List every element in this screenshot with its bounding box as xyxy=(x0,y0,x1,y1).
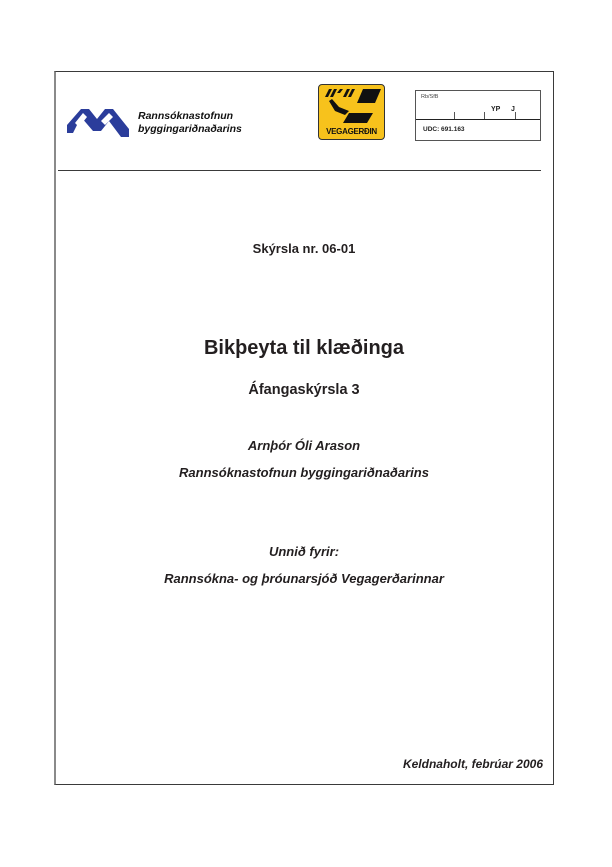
tick-mark xyxy=(484,112,485,119)
report-title: Bikþeyta til klæðinga xyxy=(203,337,405,359)
classification-box xyxy=(415,90,541,141)
author-name: Arnþór Óli Arason xyxy=(247,438,361,453)
place-date: Keldnaholt, febrúar 2006 xyxy=(402,757,543,771)
rbsfb-label: Rb/SfB xyxy=(421,94,439,100)
report-subtitle: Áfangaskýrsla 3 xyxy=(248,382,360,398)
sponsor-name: Rannsókna- og þróunarsjóð Vegagerðarinnar xyxy=(164,571,444,586)
tick-mark xyxy=(454,112,455,119)
tick-mark xyxy=(515,112,516,119)
author-institution: Rannsóknastofnun byggingariðnaðarins xyxy=(179,465,429,480)
yp-code: YP xyxy=(491,106,501,113)
rb-org-name-line2: byggingariðnaðarins xyxy=(138,122,242,135)
vegagerdin-logo xyxy=(318,84,385,140)
rb-org-name xyxy=(138,110,242,135)
j-code: J xyxy=(511,106,515,113)
vegagerdin-stripes-icon xyxy=(319,85,385,129)
report-number: Skýrsla nr. 06-01 xyxy=(252,241,356,256)
rb-org-name-line1: Rannsóknastofnun xyxy=(138,110,234,122)
rbsfb-row xyxy=(416,91,540,120)
rb-mountains-logo-icon xyxy=(67,103,129,137)
vegagerdin-label: VEGAGERÐIN xyxy=(326,127,377,136)
prepared-for-label: Unnið fyrir: xyxy=(268,544,340,559)
page-frame xyxy=(54,71,554,785)
udc-code: UDC: 691.163 xyxy=(423,126,465,133)
header-divider xyxy=(58,170,541,171)
